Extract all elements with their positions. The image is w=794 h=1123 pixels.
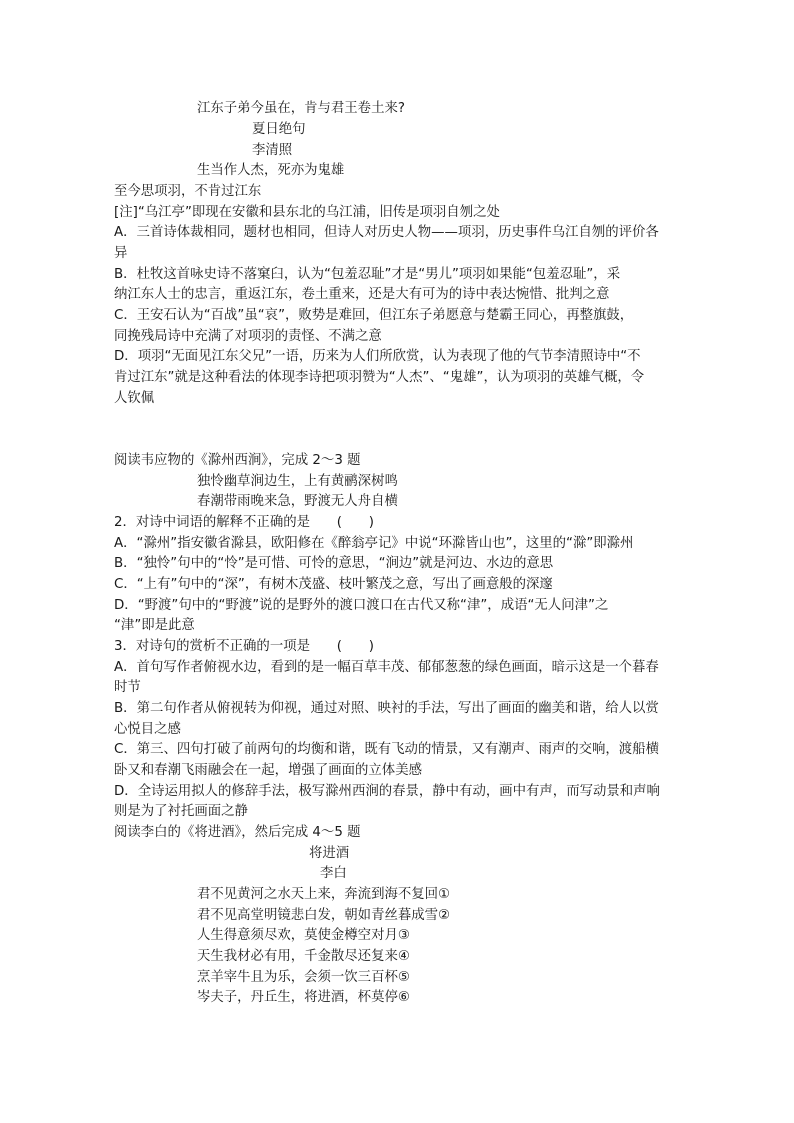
poem-line: 君不见黄河之水天上来，奔流到海不复回① [197,887,451,902]
question-2: 2．对诗中词语的解释不正确的是 ( ) [114,515,374,530]
option-c: C．王安石认为“百战”虽“哀”，败势是难回，但江东子弟愿意与楚霸王同心，再整旗鼓， [114,308,634,323]
question-3: 3．对诗句的赏析不正确的一项是 ( ) [114,639,374,654]
poem-author: 李清照 [252,143,293,158]
q3-option-c-cont: 卧又和春潮飞雨融会在一起，增强了画面的立体美感 [114,763,422,778]
q3-option-d: D．全诗运用拟人的修辞手法，极写滁州西涧的春景，静中有动，画中有声，而写动景和声响 [114,784,660,799]
q3-option-a: A．首句写作者俯视水边，看到的是一幅百草丰茂、郁郁葱葱的绿色画面，暗示这是一个暮春 [114,660,659,675]
poem-line: 人生得意须尽欢，莫使金樽空对月③ [197,928,410,943]
poem-title: 将进酒 [309,846,350,861]
poem-line: 至今思项羽，不肯过江东 [114,184,262,199]
poem-line: 生当作人杰，死亦为鬼雄 [197,163,345,178]
poem-author: 李白 [320,866,347,881]
reading-intro: 阅读韦应物的《滁州西涧》，完成 2～3 题 [114,453,361,468]
q2-option-c: C．“上有”句中的“深”，有树木茂盛、枝叶繁茂之意，写出了画意般的深邃 [114,577,553,592]
poem-line: 烹羊宰牛且为乐，会须一饮三百杯⑤ [197,970,410,985]
option-a-cont: 异 [114,246,128,261]
reading-intro: 阅读李白的《将进酒》，然后完成 4～5 题 [114,825,361,840]
option-d-cont: 人钦佩 [114,391,155,406]
poem-line: 岑夫子，丹丘生，将进酒，杯莫停⑥ [197,990,410,1005]
poem-line: 独怜幽草涧边生，上有黄鹂深树鸣 [197,474,398,489]
option-b: B．杜牧这首咏史诗不落窠臼，认为“包羞忍耻”才是“男儿”项羽如果能“包羞忍耻”，采 [114,267,621,282]
poem-line: 春潮带雨晚来急，野渡无人舟自横 [197,494,398,509]
q2-option-d: D．“野渡”句中的“野渡”说的是野外的渡口渡口在古代又称“津”，成语“无人问津”之 [114,598,609,613]
q3-option-d-cont: 则是为了衬托画面之静 [114,804,248,819]
annotation-note: [注]“乌江亭”即现在安徽和县东北的乌江浦，旧传是项羽自刎之处 [114,205,500,220]
q3-option-b: B．第二句作者从俯视转为仰视，通过对照、映衬的手法，写出了画面的幽美和谐，给人以赏 [114,701,659,716]
poem-title: 夏日绝句 [252,122,306,137]
q3-option-a-cont: 时节 [114,680,141,695]
option-d-cont: 肯过江东”就是这种看法的体现李诗把项羽赞为“人杰”、“鬼雄”，认为项羽的英雄气概，令 [114,370,645,385]
option-a: A．三首诗体裁相同，题材也相同，但诗人对历史人物——项羽，历史事件乌江自刎的评价各 [114,225,659,240]
poem-line: 江东子弟今虽在，肯与君王卷土来? [197,101,405,116]
poem-line: 天生我材必有用，千金散尽还复来④ [197,949,410,964]
q3-option-b-cont: 心悦目之感 [114,722,181,737]
q3-option-c: C．第三、四句打破了前两句的均衡和谐，既有飞动的情景，又有潮声、雨声的交响，渡船横 [114,742,659,757]
poem-line: 君不见高堂明镜悲白发，朝如青丝暮成雪② [197,908,451,923]
option-d: D．项羽“无面见江东父兄”一语，历来为人们所欣赏，认为表现了他的气节李清照诗中“不 [114,349,641,364]
q2-option-b: B．“独怜”句中的“怜”是可惜、可怜的意思，“涧边”就是河边、水边的意思 [114,556,554,571]
option-b-cont: 纳江东人士的忠言，重返江东，卷土重来，还是大有可为的诗中表达惋惜、批判之意 [114,287,610,302]
q2-option-d-cont: “津”即是此意 [114,618,195,633]
q2-option-a: A．“滁州”指安徽省滁县，欧阳修在《醉翁亭记》中说“环滁皆山也”，这里的“滁”即滁州 [114,536,634,551]
option-c-cont: 同挽残局诗中充满了对项羽的责怪、不满之意 [114,329,382,344]
